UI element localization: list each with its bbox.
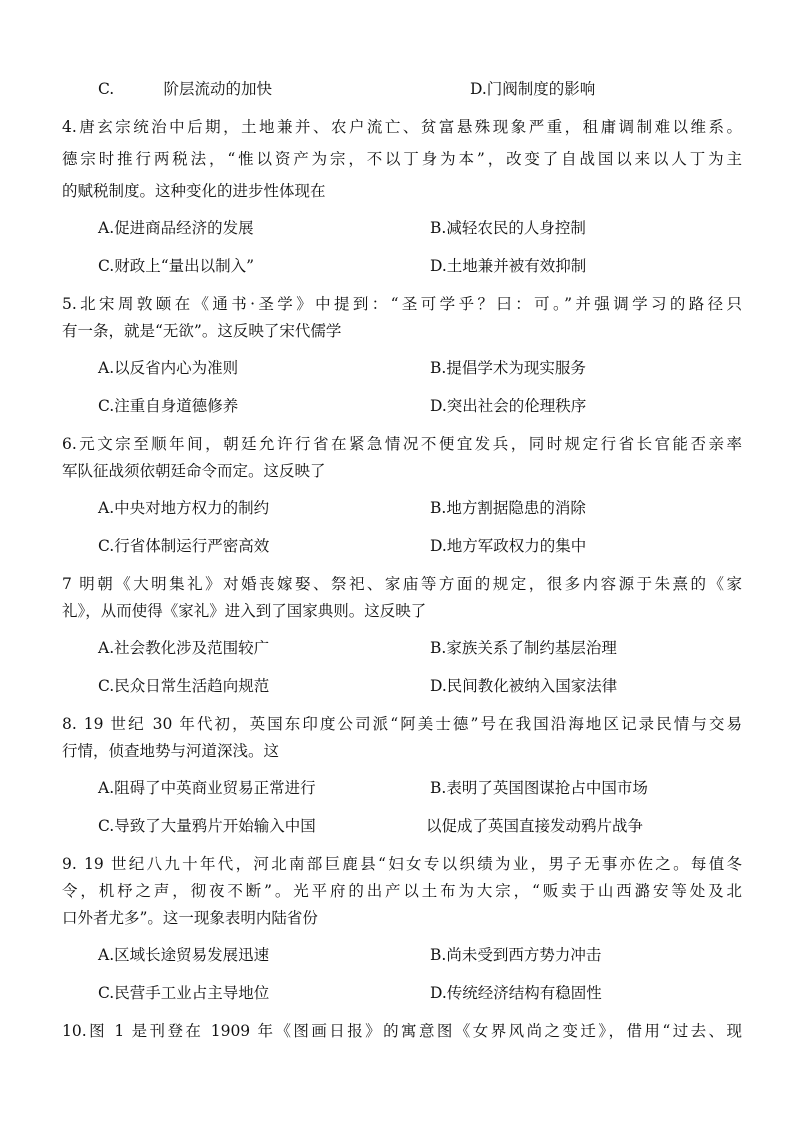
q7-option-a: A.社会教化涉及范围较广	[98, 639, 270, 657]
q9-option-c: C.民营手工业占主导地位	[98, 984, 270, 1002]
q6-option-b: B.地方割据隐患的消除	[430, 499, 586, 517]
q8-stem-line-2: 行情，侦查地势与河道深浅。这	[62, 742, 280, 760]
q8-stem-line-1: 8. 19 世纪 30 年代初，英国东印度公司派“阿美士德”号在我国沿海地区记录民情与交易	[62, 715, 742, 733]
q6-option-a: A.中央对地方权力的制约	[98, 499, 270, 517]
q6-stem-line-1: 6.元文宗至顺年间，朝廷允许行省在紧急情况不便宜发兵，同时规定行省长官能否亲率	[62, 435, 742, 453]
q6-option-d: D.地方军政权力的集中	[430, 537, 587, 555]
q10-stem-line-1: 10.图 1 是刊登在 1909 年《图画日报》的寓意图《女界风尚之变迁》，借用“过去、现	[62, 1022, 742, 1040]
q7-option-b: B.家族关系了制约基层治理	[430, 639, 617, 657]
q6-option-c: C.行省体制运行严密高效	[98, 537, 270, 555]
q5-option-b: B.提倡学术为现实服务	[430, 359, 586, 377]
q5-option-d: D.突出社会的伦理秩序	[430, 397, 587, 415]
q9-stem-line-3: 口外者尤多”。这一现象表明内陆省份	[62, 909, 318, 927]
q5-stem-line-1: 5.北宋周敦颐在《通书·圣学》中提到：“圣可学乎？曰：可。”并强调学习的路径只	[62, 295, 742, 313]
q4-option-b: B.减轻农民的人身控制	[430, 219, 586, 237]
q4-option-c: C.财政上“量出以制入”	[98, 257, 255, 275]
q8-option-a: A.阻碍了中英商业贸易正常进行	[98, 779, 316, 797]
q5-stem-line-2: 有一条，就是“无欲”。这反映了宋代儒学	[62, 322, 342, 340]
q8-option-d: 以促成了英国直接发动鸦片战争	[426, 817, 644, 835]
q6-stem-line-2: 军队征战须依朝廷命令而定。这反映了	[62, 462, 326, 480]
q4-option-d: D.土地兼并被有效抑制	[430, 257, 587, 275]
q9-stem-line-1: 9. 19 世纪八九十年代，河北南部巨鹿县“妇女专以织绩为业，男子无事亦佐之。每值冬	[62, 855, 742, 873]
q4-option-a: A.促进商品经济的发展	[98, 219, 254, 237]
q4-stem-line-1: 4.唐玄宗统治中后期，土地兼并、农户流亡、贫富悬殊现象严重，租庸调制难以维系。	[62, 118, 742, 136]
q5-option-a: A.以反省内心为准则	[98, 359, 239, 377]
q5-option-c: C.注重自身道德修养	[98, 397, 239, 415]
q7-option-d: D.民间教化被纳入国家法律	[430, 677, 618, 695]
q4-stem-line-3: 的赋税制度。这种变化的进步性体现在	[62, 182, 326, 200]
q9-option-a: A.区域长途贸易发展迅速	[98, 946, 270, 964]
q4-stem-line-2: 德宗时推行两税法，“惟以资产为宗，不以丁身为本”，改变了自战国以来以人丁为主	[62, 150, 742, 168]
q7-option-c: C.民众日常生活趋向规范	[98, 677, 270, 695]
q9-option-d: D.传统经济结构有稳固性	[430, 984, 602, 1002]
q7-stem-line-1: 7 明朝《大明集礼》对婚丧嫁娶、祭祀、家庙等方面的规定，很多内容源于朱熹的《家	[62, 575, 742, 593]
q8-option-c: C.导致了大量鸦片开始输入中国	[98, 817, 316, 835]
q9-option-b: B.尚未受到西方势力冲击	[430, 946, 602, 964]
q7-stem-line-2: 礼》，从而使得《家礼》进入到了国家典则。这反映了	[62, 602, 427, 620]
q3-option-d: D.门阀制度的影响	[470, 80, 596, 98]
q8-option-b: B.表明了英国图谋抢占中国市场	[430, 779, 648, 797]
q9-stem-line-2: 令，机杼之声，彻夜不断”。光平府的出产以土布为大宗，“贩卖于山西潞安等处及北	[62, 882, 742, 900]
q3-option-c: C. 阶层流动的加快	[98, 80, 273, 98]
